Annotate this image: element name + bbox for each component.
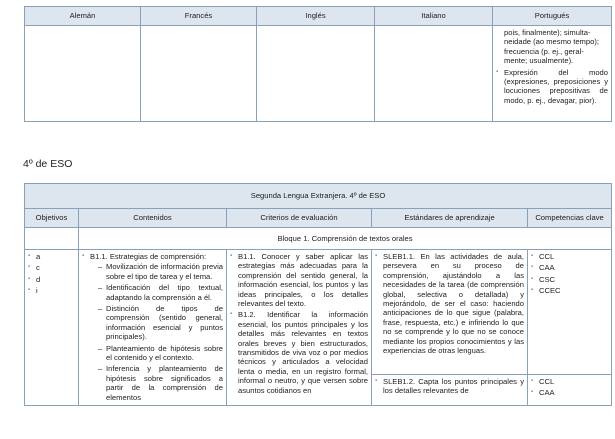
eso-table (24, 183, 612, 406)
list-item (82, 252, 223, 402)
cell-estandares-1 (372, 250, 528, 375)
col-header-italiano: Italiano (375, 7, 493, 26)
cell-competencias-1 (528, 250, 612, 375)
list-item: ▪ c (28, 263, 75, 272)
cell-ingles (257, 26, 375, 122)
list-item: ▪ i (28, 286, 75, 295)
col-header-estandares: Estándares de aprendizaje (372, 209, 528, 228)
cell-estandares-2 (372, 374, 528, 405)
cell-aleman (25, 26, 141, 122)
cell-frances (141, 26, 257, 122)
cell-contenidos (79, 250, 227, 406)
text-line: neidade (ao mesmo tempo); (504, 37, 599, 47)
list-item: ▪ CAA (531, 388, 608, 397)
cell-italiano (375, 26, 493, 122)
col-header-competencias: Competencias clave (528, 209, 612, 228)
table-title: Segunda Lengua Extranjera. 4º de ESO (25, 184, 612, 209)
cell-portugues (493, 26, 612, 122)
list-item: ▪ CCEC (531, 286, 608, 295)
col-header-objetivos: Objetivos (25, 209, 79, 228)
text-line: mente; usualmente). (504, 56, 574, 66)
cell-objetivos (25, 250, 79, 406)
block-empty-cell (25, 228, 79, 250)
text-line: frecuencia (p. ej., geral- (504, 46, 584, 56)
list-item: ▪ a (28, 252, 75, 261)
block-title: Bloque 1. Comprensión de textos orales (79, 228, 612, 250)
section-heading: 4º de ESO (23, 158, 73, 170)
top-table (24, 6, 612, 122)
list-item: ▪ CCL (531, 252, 608, 261)
list-item: ▪ SLEB1.2. Capta los puntos principales y los detalles relevantes de (375, 377, 524, 396)
list-item: ▪ CSC (531, 275, 608, 284)
col-header-contenidos: Contenidos (79, 209, 227, 228)
cell-competencias-2 (528, 374, 612, 405)
text-line: pois, finalmente); simulta- (504, 28, 591, 37)
list-item: – Inferencia y planteamiento de hipótesis sobre significados a partir de la comprensión de elementos (98, 364, 223, 402)
list-item: – Distinción de tipos de comprensión (sentido general, información esencial y puntos principales). (98, 304, 223, 342)
contenidos-title: B1.1. Estrategias de comprensión: (90, 252, 207, 261)
list-item: – Planteamiento de hipótesis sobre el contenido y el contexto. (98, 344, 223, 363)
col-header-aleman: Alemán (25, 7, 141, 26)
list-item: ▪ d (28, 275, 75, 284)
cell-criterios (227, 250, 372, 406)
list-item: – Identificación del tipo textual, adaptando la comprensión a él. (98, 283, 223, 302)
col-header-frances: Francés (141, 7, 257, 26)
list-item: ▪ SLEB1.1. En las actividades de aula, persevera en su proceso de comprensión, ajustándolo a las necesidades de la tarea (de comprensión global, selectiva o detallada) y mejorándolo, de ser el caso: haciendo anticipaciones de lo que sigue (palabra, frase, respuesta, etc.) e infiriendo lo que no se comprende y lo que no se conoce mediante los propios conocimientos y las experiencias de otras lenguas. (375, 252, 524, 355)
list-item: – Movilización de información previa sobre el tipo de tarea y el tema. (98, 262, 223, 281)
col-header-criterios: Criterios de evaluación (227, 209, 372, 228)
list-item: ▪ CAA (531, 263, 608, 272)
col-header-ingles: Inglés (257, 7, 375, 26)
list-item: ▪ B1.1. Conocer y saber aplicar las estrategias más adecuadas para la comprensión del sentido general, la información esencial, los puntos y las ideas principales, o los detalles relevantes del texto. (230, 252, 368, 308)
list-item: ▪ B1.2. Identificar la información esencial, los puntos principales y los detalles más relevantes en textos orales breves y bien estructurados, transmitidos de viva voz o por medios técnicos y articulados a velocidad lenta o media, en un registro formal, informal o neutro, y que versen sobre asuntos cotidianos en (230, 310, 368, 395)
col-header-portugues: Portugués (493, 7, 612, 26)
list-item: ▪ Expresión del modo (expresiones, preposiciones y locuciones prepositivas de modo, p. ej., devagar, pior). (496, 68, 608, 106)
list-item: ▪ CCL (531, 377, 608, 386)
